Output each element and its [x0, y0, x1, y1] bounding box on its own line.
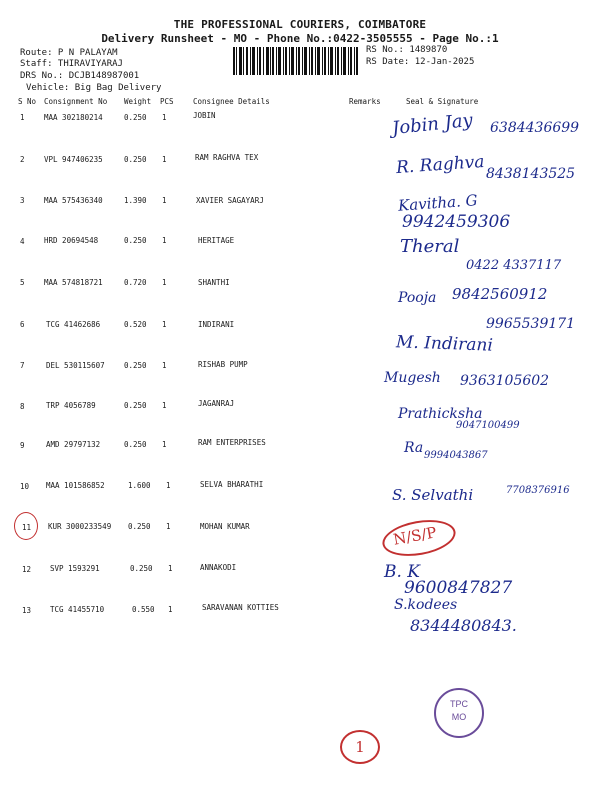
row-sno: 8	[20, 402, 25, 411]
row-weight: 0.250	[124, 155, 147, 164]
row-sno: 5	[20, 278, 25, 287]
vehicle-label: Vehicle: Big Bag Delivery	[26, 83, 162, 93]
row-pcs: 1	[162, 440, 167, 449]
row-pcs: 1	[162, 401, 167, 410]
row-consignee: HERITAGE	[198, 236, 235, 245]
signature-3: Kavitha. G	[397, 191, 479, 215]
row-consignee: SHANTHI	[198, 278, 230, 287]
row-pcs: 1	[162, 113, 167, 122]
row-weight: 0.720	[124, 278, 147, 287]
row-consignee: RAM RAGHVA TEX	[195, 153, 259, 162]
handwritten-phone-2: 8438143525	[486, 166, 576, 182]
barcode	[233, 47, 358, 75]
row-pcs: 1	[162, 155, 167, 164]
row-sno: 4	[20, 237, 25, 246]
route-label: Route: P N PALAYAM	[20, 48, 118, 58]
signature-5: Pooja	[398, 290, 437, 306]
row-pcs: 1	[162, 320, 167, 329]
row-pcs: 1	[162, 236, 167, 245]
row-consignment: MAA 302180214	[44, 113, 103, 122]
signature-4: Theral	[400, 236, 460, 257]
signature-2: R. Raghva	[395, 151, 486, 179]
row-weight: 1.600	[128, 481, 151, 490]
row-sno: 2	[20, 155, 25, 164]
row-pcs: 1	[162, 361, 167, 370]
row-consignment: MAA 574818721	[44, 278, 103, 287]
rs-number: RS No.: 1489870	[366, 45, 448, 55]
row-consignee: RISHAB PUMP	[198, 360, 248, 369]
handwritten-phone-7: 9363105602	[460, 373, 550, 389]
handwritten-phone-1: 6384436699	[490, 120, 580, 136]
row-consignee: MOHAN KUMAR	[200, 522, 250, 531]
tpc-stamp	[434, 688, 484, 738]
row-weight: 0.250	[124, 361, 147, 370]
row-pcs: 1	[168, 564, 173, 573]
row-consignee: SELVA BHARATHI	[200, 480, 264, 489]
row-weight: 0.250	[124, 401, 147, 410]
sno-11-circle-mark	[14, 512, 38, 540]
signature-8: Prathicksha	[398, 406, 483, 422]
runsheet-subtitle: Delivery Runsheet - MO - Phone No.:0422-3505555 - Page No.:1	[101, 32, 499, 45]
col-signature: Seal & Signature	[406, 97, 479, 106]
row-pcs: 1	[162, 196, 167, 205]
col-weight: Weight	[124, 97, 152, 106]
row-sno: 1	[20, 113, 25, 122]
row-consignment: MAA 101586852	[46, 481, 105, 490]
signature-1: Jobin Jay	[391, 109, 474, 140]
row-consignee: XAVIER SAGAYARJ	[196, 196, 264, 205]
row-weight: 0.250	[124, 236, 147, 245]
row-consignment: TCG 41462686	[46, 320, 101, 329]
row-sno: 13	[22, 606, 32, 615]
signature-12: B. K	[384, 562, 421, 582]
signature-9: Ra	[404, 440, 424, 456]
handwritten-phone-10: 7708376916	[506, 485, 570, 496]
row-consignee: INDIRANI	[198, 320, 235, 329]
row-consignment: DEL 530115607	[46, 361, 105, 370]
row-pcs: 1	[166, 481, 171, 490]
row-consignment: VPL 947406235	[44, 155, 103, 164]
row-weight: 0.550	[132, 605, 155, 614]
row-consignment: AMD 29797132	[46, 440, 101, 449]
signature-13: S.kodees	[394, 597, 458, 613]
row-sno: 3	[20, 196, 25, 205]
row-consignment: HRD 20694548	[44, 236, 99, 245]
col-consignment: Consignment No	[44, 97, 108, 106]
handwritten-phone-9: 9994043867	[424, 450, 488, 461]
row-sno: 12	[22, 565, 32, 574]
row-consignee: ANNAKODI	[200, 563, 237, 572]
row-pcs: 1	[166, 522, 171, 531]
row-pcs: 1	[168, 605, 173, 614]
row-sno: 9	[20, 441, 25, 450]
row-weight: 0.250	[128, 522, 151, 531]
stamp-line-2: MO	[451, 712, 467, 722]
rs-date: RS Date: 12-Jan-2025	[366, 57, 475, 67]
handwritten-phone-12: 9600847827	[404, 578, 513, 598]
handwritten-phone-3: 9942459306	[402, 212, 511, 232]
row-weight: 0.520	[124, 320, 147, 329]
bottom-mark-text: 1	[355, 738, 365, 756]
signature-6: M. Indirani	[395, 332, 494, 356]
handwritten-phone-13: 8344480843.	[410, 616, 517, 635]
row-weight: 1.390	[124, 196, 147, 205]
handwritten-phone-5: 9842560912	[452, 285, 548, 303]
row-consignee: JAGANRAJ	[198, 399, 235, 408]
row-consignment: KUR 3000233549	[48, 522, 112, 531]
row-sno: 7	[20, 361, 25, 370]
col-remarks: Remarks	[349, 97, 381, 106]
row-consignment: TRP 4056789	[46, 401, 96, 410]
col-sno: S No	[18, 97, 37, 106]
staff-label: Staff: THIRAVIYARAJ	[20, 59, 123, 69]
drs-label: DRS No.: DCJB148987001	[20, 71, 140, 81]
col-consignee: Consignee Details	[193, 97, 270, 106]
handwritten-phone-4: 0422 4337117	[466, 258, 562, 273]
row-consignee: JOBIN	[193, 111, 216, 120]
col-pcs: PCS	[160, 97, 174, 106]
stamp-line-1: TPC	[450, 699, 468, 709]
row-consignment: SVP 1593291	[50, 564, 100, 573]
row-weight: 0.250	[124, 440, 147, 449]
row-sno: 11	[22, 523, 32, 532]
signature-10: S. Selvathi	[392, 486, 474, 504]
row-consignee: RAM ENTERPRISES	[198, 438, 266, 447]
row-weight: 0.250	[130, 564, 153, 573]
row-consignment: TCG 41455710	[50, 605, 105, 614]
row-consignee: SARAVANAN KOTTIES	[202, 603, 279, 612]
row-consignment: MAA 575436340	[44, 196, 103, 205]
row-sno: 6	[20, 320, 25, 329]
row-sno: 10	[20, 482, 30, 491]
row-weight: 0.250	[124, 113, 147, 122]
row-pcs: 1	[162, 278, 167, 287]
handwritten-phone-8: 9047100499	[456, 420, 520, 431]
nsp-remark: N/S/P	[391, 523, 438, 549]
runsheet-title: THE PROFESSIONAL COURIERS, COIMBATORE	[173, 18, 427, 31]
signature-7: Mugesh	[384, 370, 441, 386]
bottom-circled-mark	[340, 730, 380, 764]
handwritten-phone-6: 9965539171	[486, 316, 576, 332]
